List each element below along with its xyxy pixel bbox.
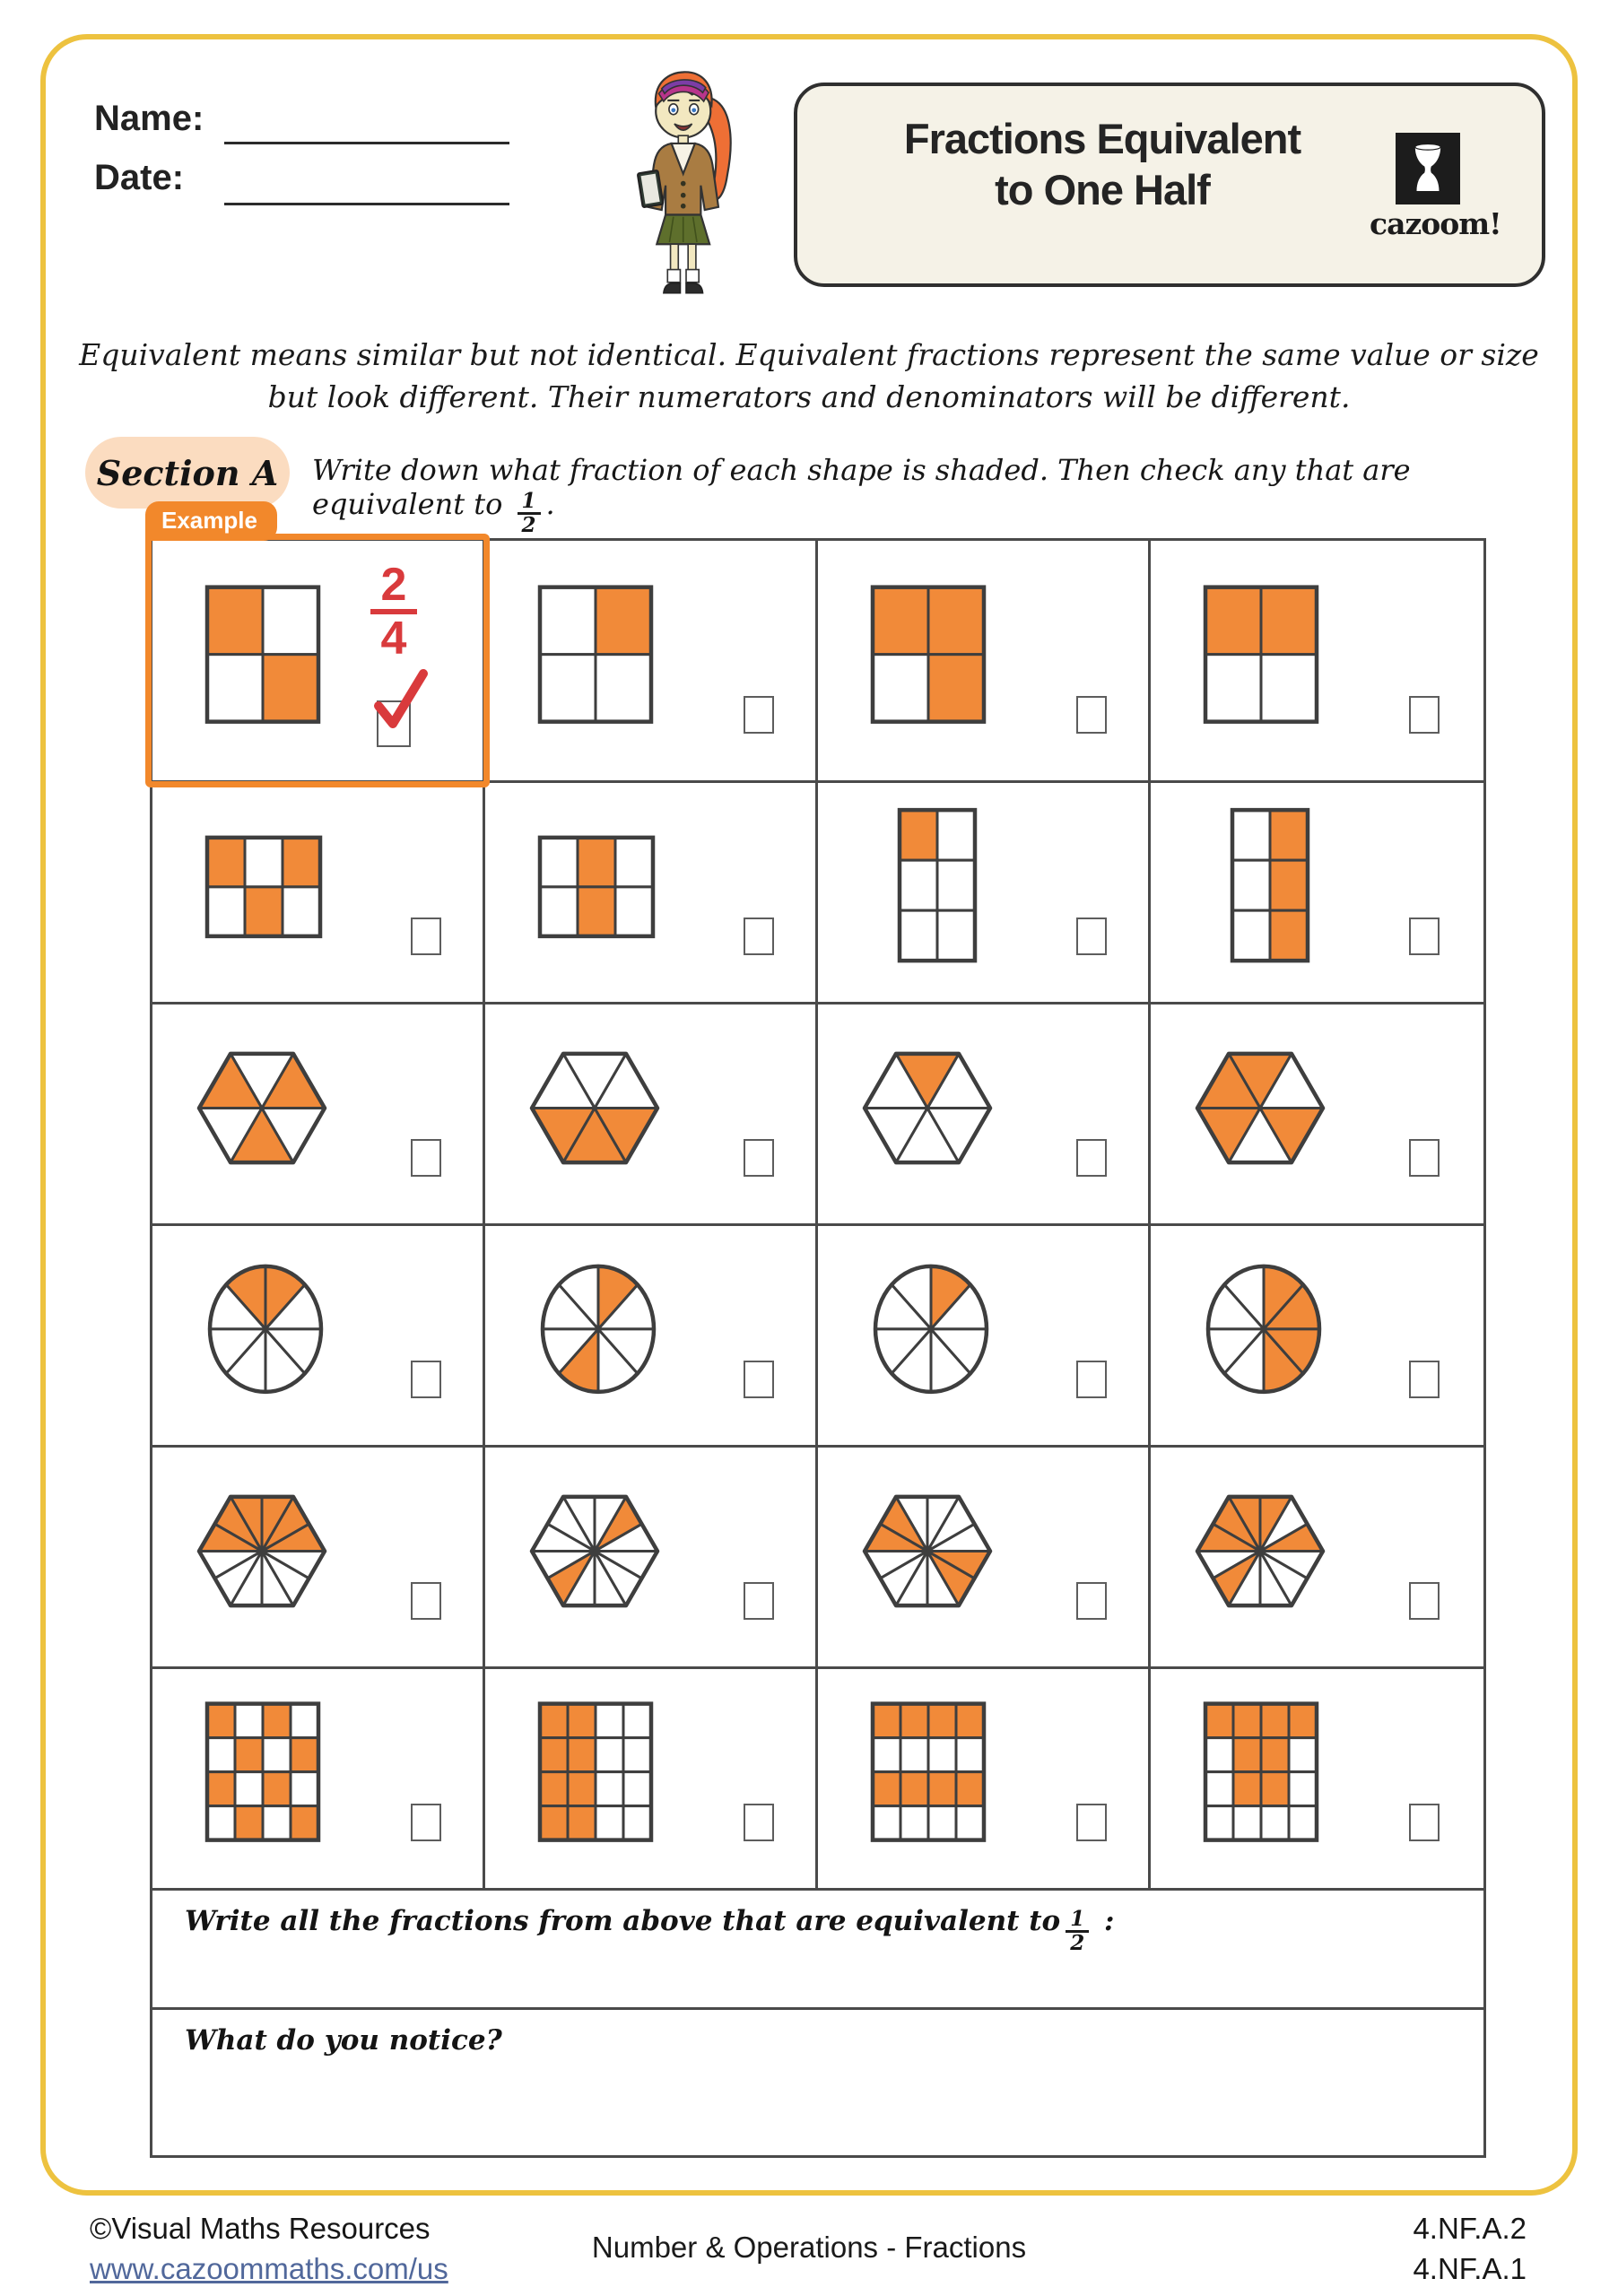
equivalence-checkbox[interactable] — [1409, 1804, 1440, 1841]
fraction-shape-cell-r6c2 — [485, 1669, 818, 1891]
red-checkmark-icon — [371, 666, 431, 735]
shape-wrapper — [528, 1050, 661, 1170]
shape-wrapper — [196, 1050, 328, 1170]
fraction-shape-cell-r1c2 — [485, 541, 818, 783]
fraction-shape-cell-r5c4 — [1151, 1448, 1483, 1669]
equivalence-checkbox[interactable] — [1076, 1804, 1107, 1841]
shape-grid-2x3 — [204, 835, 323, 939]
equivalence-checkbox[interactable] — [411, 1582, 441, 1620]
footer-strand: Number & Operations - Fractions — [591, 2231, 1027, 2264]
shape-grid-3x2 — [897, 807, 978, 963]
fraction-shape-cell-r5c3 — [818, 1448, 1151, 1669]
title-line-1: Fractions Equivalent — [903, 115, 1301, 162]
shape-grid-2x2 — [870, 584, 987, 724]
fraction-shape-cell-r1c4 — [1151, 541, 1483, 783]
fraction-shape-cell-r6c3 — [818, 1669, 1151, 1891]
shape-grid-4x4 — [1203, 1701, 1319, 1843]
shape-hexagon-sixths — [196, 1050, 328, 1166]
fraction-shape-cell-r3c4 — [1151, 1004, 1483, 1226]
instruction-suffix: . — [545, 487, 555, 521]
website-link[interactable]: www.cazoommaths.com/us — [90, 2252, 448, 2285]
shape-grid-2x2 — [537, 584, 654, 724]
example-numerator: 2 — [380, 559, 407, 611]
shape-grid-4x4 — [204, 1701, 321, 1843]
shape-wrapper — [1205, 1263, 1323, 1400]
shape-grid-4x4 — [870, 1701, 987, 1843]
equivalence-checkbox[interactable] — [744, 918, 774, 955]
equivalence-checkbox[interactable] — [1409, 696, 1440, 734]
shape-wrapper — [539, 1263, 657, 1400]
shape-wrapper — [872, 1263, 990, 1400]
shape-circle-eighths — [872, 1263, 990, 1396]
fraction-shape-cell-r2c4 — [1151, 783, 1483, 1004]
equivalence-checkbox[interactable] — [1076, 918, 1107, 955]
shape-wrapper — [206, 1263, 325, 1400]
footer-standards — [1413, 2208, 1527, 2289]
fraction-shape-cell-r4c3 — [818, 1226, 1151, 1448]
shape-wrapper — [1203, 584, 1319, 728]
shape-wrapper — [537, 1701, 654, 1848]
drum-icon — [1396, 133, 1460, 204]
fraction-shape-cell-r4c4 — [1151, 1226, 1483, 1448]
shape-grid-4x4 — [537, 1701, 654, 1843]
shape-grid-2x3 — [537, 835, 656, 939]
equivalence-checkbox[interactable] — [1409, 1361, 1440, 1398]
shape-wrapper — [1194, 1050, 1327, 1170]
equivalence-checkbox[interactable] — [411, 1139, 441, 1177]
q1-suffix: : — [1094, 1905, 1115, 1937]
equivalence-checkbox[interactable] — [1076, 1139, 1107, 1177]
shape-circle-eighths — [1205, 1263, 1323, 1396]
shape-wrapper — [537, 584, 654, 728]
logo-wordmark: cazoom! — [1370, 206, 1501, 241]
book-icon — [638, 170, 664, 207]
equivalence-checkbox[interactable] — [744, 1582, 774, 1620]
instruction-text: Write down what fraction of each shape is shaded. Then check any that are equivalent to — [312, 453, 1411, 521]
shapes-table — [150, 507, 1486, 2158]
shape-wrapper — [204, 1701, 321, 1848]
fraction-shape-cell-r6c4 — [1151, 1669, 1483, 1891]
fraction-shape-cell-r3c1 — [152, 1004, 485, 1226]
one-half-fraction: $\frac{1}{2}$ — [518, 491, 541, 536]
example-tab: Example — [145, 501, 277, 541]
shape-wrapper — [897, 807, 978, 968]
shape-wrapper — [196, 1493, 328, 1613]
equivalence-checkbox[interactable] — [1076, 696, 1107, 734]
shape-wrapper — [204, 584, 321, 728]
equivalence-checkbox[interactable] — [744, 1139, 774, 1177]
fraction-shape-cell-r2c3 — [818, 783, 1151, 1004]
standard-code-1: 4.NF.A.2 — [1413, 2212, 1527, 2245]
equivalence-checkbox[interactable] — [1409, 1139, 1440, 1177]
fraction-shape-cell-r6c1 — [152, 1669, 485, 1891]
intro-line-2: but look different. Their numerators and denominators will be different. — [267, 379, 1351, 414]
name-input-line[interactable] — [224, 142, 509, 144]
equivalence-checkbox[interactable] — [1076, 1361, 1107, 1398]
equivalence-checkbox[interactable] — [744, 1361, 774, 1398]
shape-wrapper — [537, 835, 656, 944]
date-label: Date: — [94, 158, 185, 197]
section-a-instruction — [312, 453, 1541, 536]
equivalence-checkbox[interactable] — [1409, 918, 1440, 955]
shape-hexagon-twelfths — [196, 1493, 328, 1609]
shape-grid-3x2 — [1230, 807, 1310, 963]
worksheet-title — [833, 113, 1371, 215]
q1-one-half-fraction: $\frac{1}{2}$ — [1066, 1909, 1089, 1954]
shape-wrapper — [861, 1493, 994, 1613]
shape-grid-2x2 — [1203, 584, 1319, 724]
what-do-you-notice-answer-box[interactable] — [152, 2010, 1483, 2155]
intro-line-1: Equivalent means similar but not identical. Equivalent fractions represent the same value or size — [79, 337, 1539, 372]
equivalence-checkbox[interactable] — [411, 918, 441, 955]
shape-grid-2x2 — [204, 584, 321, 724]
equivalence-checkbox[interactable] — [411, 1804, 441, 1841]
shape-wrapper — [870, 1701, 987, 1848]
standard-code-2: 4.NF.A.1 — [1413, 2252, 1527, 2285]
equivalence-checkbox[interactable] — [744, 696, 774, 734]
fraction-shape-cell-r2c1 — [152, 783, 485, 1004]
fraction-shape-cell-r4c1 — [152, 1226, 485, 1448]
example-denominator: 4 — [370, 609, 417, 663]
fraction-shape-cell-r5c2 — [485, 1448, 818, 1669]
intro-text — [0, 334, 1618, 418]
shape-hexagon-twelfths — [1194, 1493, 1327, 1609]
fraction-shape-cell-r1c1 — [152, 507, 485, 783]
shape-wrapper — [1194, 1493, 1327, 1613]
fraction-shape-cell-r1c3 — [818, 541, 1151, 783]
date-input-line[interactable] — [224, 203, 509, 205]
shape-hexagon-twelfths — [861, 1493, 994, 1609]
title-line-2: to One Half — [995, 166, 1210, 213]
shape-hexagon-sixths — [861, 1050, 994, 1166]
example-answer-fraction — [370, 561, 417, 663]
shape-wrapper — [861, 1050, 994, 1170]
name-label: Name: — [94, 99, 204, 138]
shape-circle-eighths — [206, 1263, 325, 1396]
shape-wrapper — [1230, 807, 1310, 968]
shape-circle-eighths — [539, 1263, 657, 1396]
q1-text: Write all the fractions from above that are equivalent to — [185, 1905, 1061, 1937]
q2-text: What do you notice? — [185, 2024, 502, 2057]
fraction-shape-cell-r5c1 — [152, 1448, 485, 1669]
equivalence-checkbox[interactable] — [411, 1361, 441, 1398]
shape-wrapper — [1203, 1701, 1319, 1848]
shape-hexagon-sixths — [1194, 1050, 1327, 1166]
shape-wrapper — [870, 584, 987, 728]
section-a-badge: Section A — [85, 437, 290, 509]
fraction-shape-cell-r3c3 — [818, 1004, 1151, 1226]
copyright-text: ©Visual Maths Resources — [90, 2212, 431, 2245]
shape-wrapper — [528, 1493, 661, 1613]
write-fractions-answer-box[interactable] — [152, 1891, 1483, 2010]
equivalence-checkbox[interactable] — [1076, 1582, 1107, 1620]
equivalence-checkbox[interactable] — [1409, 1582, 1440, 1620]
cazoom-logo — [1370, 133, 1501, 241]
student-character-illustration — [603, 47, 770, 311]
shape-hexagon-twelfths — [528, 1493, 661, 1609]
equivalence-checkbox[interactable] — [744, 1804, 774, 1841]
title-box — [794, 83, 1545, 287]
shape-hexagon-sixths — [528, 1050, 661, 1166]
fraction-shape-cell-r4c2 — [485, 1226, 818, 1448]
fraction-shape-cell-r2c2 — [485, 783, 818, 1004]
shape-wrapper — [204, 835, 323, 944]
fraction-shape-cell-r3c2 — [485, 1004, 818, 1226]
